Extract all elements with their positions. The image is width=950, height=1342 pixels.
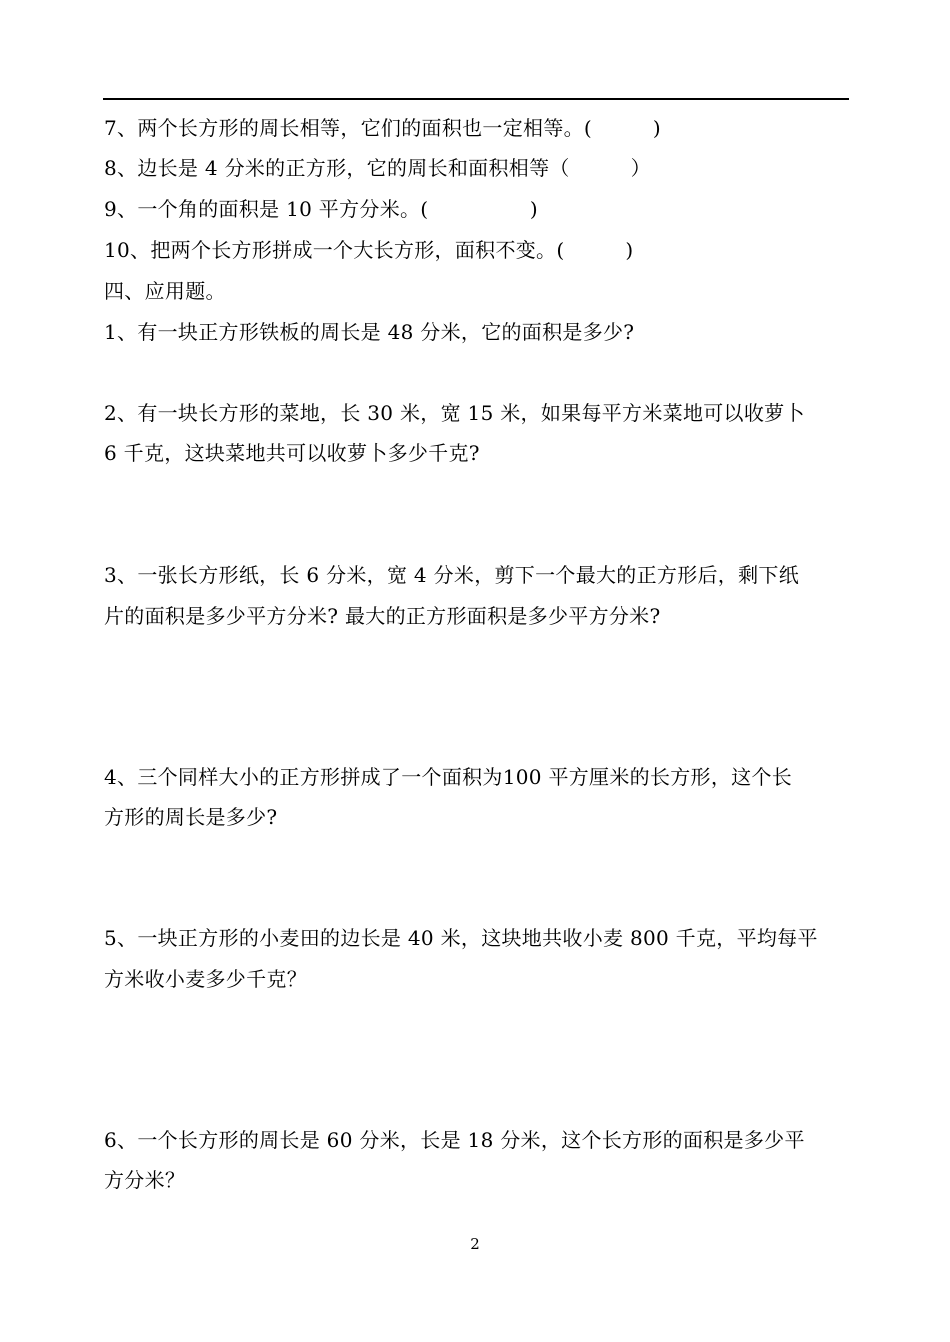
section-heading-application: 四、应用题。 [104,279,226,303]
judgement-item-8: 8、边长是 4 分米的正方形，它的周长和面积相等（ ） [104,156,651,180]
question-2-line-2: 6 千克，这块菜地共可以收萝卜多少千克? [104,441,480,465]
question-2-line-1: 2、有一块长方形的菜地，长 30 米，宽 15 米，如果每平方米菜地可以收萝卜 [104,401,805,425]
question-4-line-2: 方形的周长是多少? [104,805,278,829]
judgement-item-7: 7、两个长方形的周长相等，它们的面积也一定相等。( ) [104,116,662,140]
question-4-line-1: 4、三个同样大小的正方形拼成了一个面积为100 平方厘米的长方形，这个长 [104,765,793,789]
question-5-line-1: 5、一块正方形的小麦田的边长是 40 米，这块地共收小麦 800 千克，平均每平 [104,926,818,950]
question-1: 1、有一块正方形铁板的周长是 48 分米，它的面积是多少? [104,320,635,344]
question-6-line-1: 6、一个长方形的周长是 60 分米，长是 18 分米，这个长方形的面积是多少平 [104,1128,805,1152]
judgement-item-9: 9、一个角的面积是 10 平方分米。( ) [104,197,538,221]
page-number: 2 [470,1235,480,1253]
question-5-line-2: 方米收小麦多少千克？ [104,967,307,991]
question-3-line-1: 3、一张长方形纸，长 6 分米，宽 4 分米，剪下一个最大的正方形后，剩下纸 [104,563,800,587]
question-3-line-2: 片的面积是多少平方分米? 最大的正方形面积是多少平方分米? [104,604,661,628]
header-rule [103,98,849,100]
judgement-item-10: 10、把两个长方形拼成一个大长方形，面积不变。( ) [104,238,634,262]
question-6-line-2: 方分米？ [104,1168,186,1192]
